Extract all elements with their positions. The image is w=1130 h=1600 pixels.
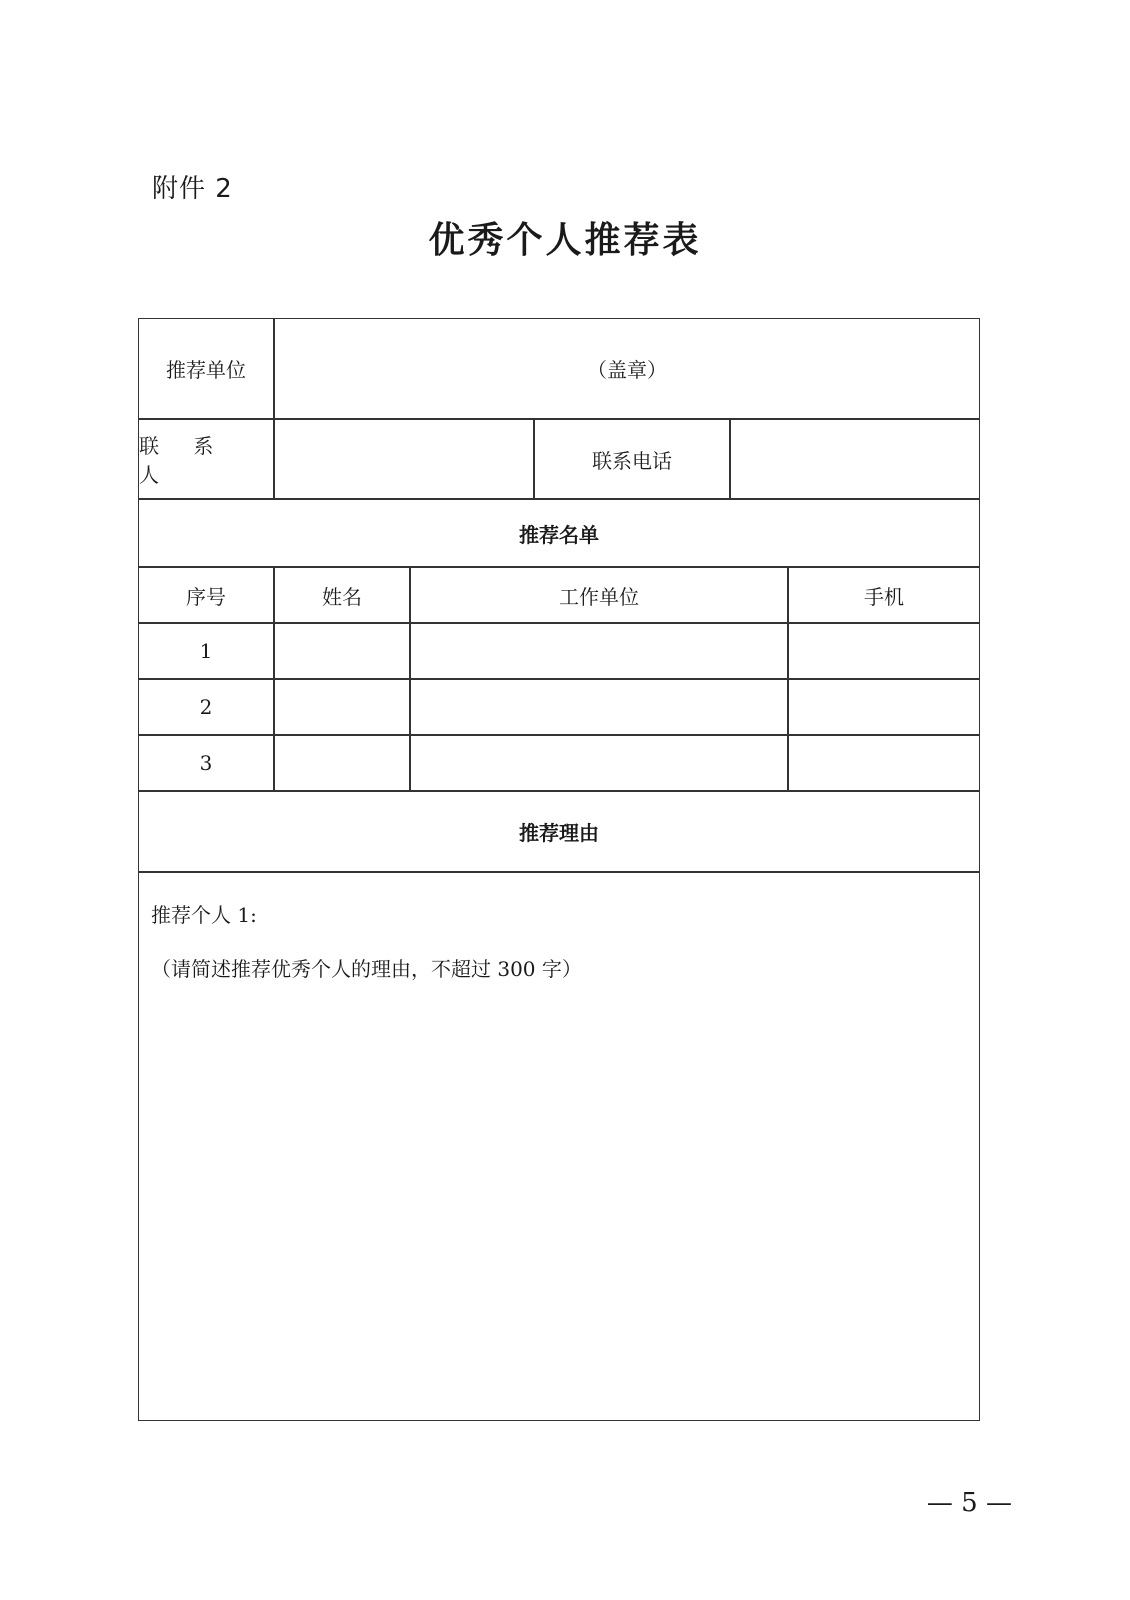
list-header: 推荐名单 xyxy=(519,522,599,547)
row-number: 3 xyxy=(199,751,213,775)
mobile-field[interactable] xyxy=(789,624,979,678)
reason-textarea[interactable] xyxy=(139,873,979,1419)
mobile-field[interactable] xyxy=(789,680,979,734)
page-title: 优秀个人推荐表 xyxy=(428,219,702,261)
col-header-name: 姓名 xyxy=(322,584,362,609)
name-field[interactable] xyxy=(275,624,409,678)
attachment-label: 附件 2 xyxy=(152,174,233,204)
page-number: — 5 — xyxy=(926,1488,1012,1518)
mobile-field[interactable] xyxy=(789,736,979,790)
name-field[interactable] xyxy=(275,680,409,734)
unit-field[interactable] xyxy=(411,680,787,734)
phone-label: 联系电话 xyxy=(592,448,672,473)
contact-label: 联 系 人 xyxy=(139,434,228,487)
name-field[interactable] xyxy=(275,736,409,790)
col-header-mobile: 手机 xyxy=(864,584,904,609)
col-header-unit: 工作单位 xyxy=(559,584,639,609)
row-number: 2 xyxy=(199,695,213,719)
reason-person-label: 推荐个人 1: xyxy=(151,903,257,927)
phone-field[interactable] xyxy=(731,420,979,498)
contact-field[interactable] xyxy=(275,420,533,498)
recommendation-form xyxy=(138,318,980,1421)
seal-field[interactable]: （盖章） xyxy=(587,358,667,382)
reason-header: 推荐理由 xyxy=(519,821,599,845)
reason-hint: （请简述推荐优秀个人的理由，不超过 300 字） xyxy=(151,957,582,981)
row-number: 1 xyxy=(199,639,213,663)
col-header-no: 序号 xyxy=(186,584,226,609)
recommend-unit-label: 推荐单位 xyxy=(166,358,246,382)
unit-field[interactable] xyxy=(411,736,787,790)
unit-field[interactable] xyxy=(411,624,787,678)
